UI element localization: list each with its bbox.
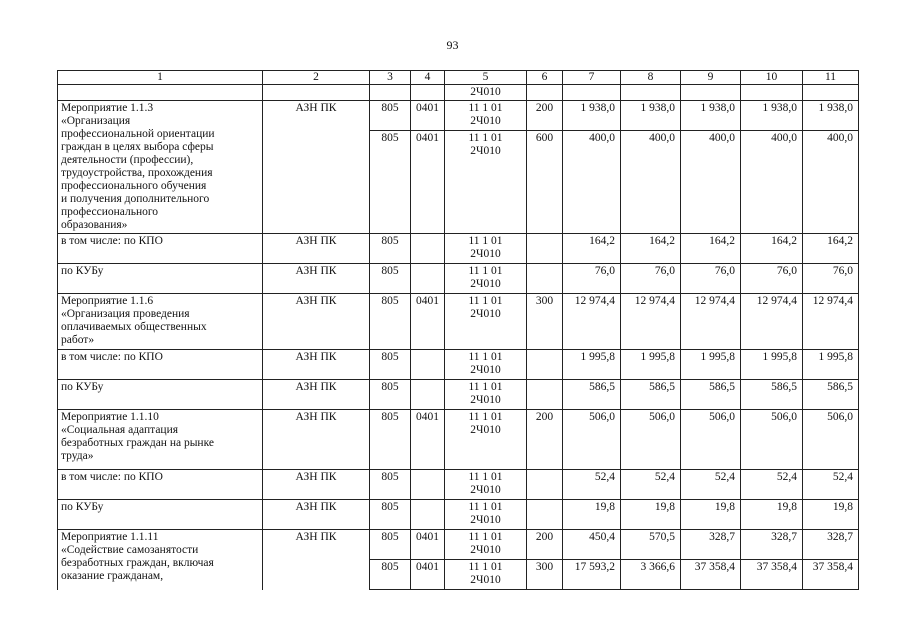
header-cell: 10 [741,71,803,85]
cell-value: 19,8 [563,500,621,530]
cell-csr: 11 1 01 2Ч010 [445,410,527,470]
cell-grbs: 805 [370,530,411,560]
cell-executor: АЗН ПК [263,530,370,590]
cell-value: 506,0 [803,410,859,470]
cell-csr: 11 1 01 2Ч010 [445,264,527,294]
cell-vr: 200 [527,410,563,470]
cell-value: 76,0 [621,264,681,294]
header-cell: 1 [58,71,263,85]
cell-value: 19,8 [803,500,859,530]
cell-rzpr: 0401 [411,131,445,234]
table-row [58,234,859,264]
cell-vr [527,85,563,101]
cell-value: 506,0 [681,410,741,470]
cell-vr: 300 [527,294,563,350]
cell-grbs: 805 [370,380,411,410]
cell-value [621,85,681,101]
cell-value: 52,4 [681,470,741,500]
cell-vr [527,234,563,264]
cell-name: по КУБу [58,264,263,294]
cell-rzpr: 0401 [411,410,445,470]
cell-value [681,85,741,101]
table-row [58,294,859,350]
cell-rzpr [411,264,445,294]
cell-value: 19,8 [621,500,681,530]
cell-value: 586,5 [741,380,803,410]
cell-grbs: 805 [370,560,411,590]
table-row [58,410,859,470]
budget-table [57,70,859,590]
cell-value: 586,5 [563,380,621,410]
cell-rzpr [411,470,445,500]
cell-value: 76,0 [803,264,859,294]
cell-csr: 2Ч010 [445,85,527,101]
cell-csr: 11 1 01 2Ч010 [445,380,527,410]
cell-csr: 11 1 01 2Ч010 [445,350,527,380]
cell-grbs: 805 [370,264,411,294]
cell-value: 1 938,0 [803,101,859,131]
cell-grbs: 805 [370,470,411,500]
cell-value: 586,5 [621,380,681,410]
header-cell: 6 [527,71,563,85]
cell-executor: АЗН ПК [263,294,370,350]
table-row [58,264,859,294]
cell-name: Мероприятие 1.1.10 «Социальная адаптация безработных граждан на рынке труда» [58,410,263,470]
cell-executor: АЗН ПК [263,500,370,530]
header-cell: 9 [681,71,741,85]
page-number: 93 [446,38,459,52]
cell-name [58,85,263,101]
cell-value: 76,0 [681,264,741,294]
cell-name: Мероприятие 1.1.6 «Организация проведения оплачиваемых общественных работ» [58,294,263,350]
cell-executor: АЗН ПК [263,264,370,294]
cell-executor: АЗН ПК [263,234,370,264]
cell-csr: 11 1 01 2Ч010 [445,131,527,234]
cell-grbs [370,85,411,101]
cell-name: Мероприятие 1.1.3 «Организация профессиональной ориентации граждан в целях выбора сферы деятельности (профессии), трудоустройства, прохождения профессионального обучения и получения дополнительного профессионального образования» [58,101,263,234]
cell-name: в том числе: по КПО [58,234,263,264]
cell-csr: 11 1 01 2Ч010 [445,101,527,131]
cell-vr: 200 [527,530,563,560]
cell-csr: 11 1 01 2Ч010 [445,530,527,560]
cell-value: 400,0 [681,131,741,234]
cell-csr: 11 1 01 2Ч010 [445,500,527,530]
table-header-row [58,71,859,85]
cell-name: по КУБу [58,500,263,530]
cell-name: Мероприятие 1.1.11 «Содействие самозанятости безработных граждан, включая оказание гражданам, [58,530,263,590]
cell-value: 164,2 [563,234,621,264]
cell-value: 52,4 [741,470,803,500]
cell-value: 586,5 [803,380,859,410]
table-row [58,470,859,500]
cell-value: 400,0 [621,131,681,234]
cell-value: 17 593,2 [563,560,621,590]
cell-value: 1 995,8 [741,350,803,380]
cell-name: в том числе: по КПО [58,470,263,500]
table-row [58,101,859,131]
cell-value: 400,0 [803,131,859,234]
cell-value: 1 938,0 [563,101,621,131]
cell-grbs: 805 [370,410,411,470]
cell-vr: 300 [527,560,563,590]
cell-name: в том числе: по КПО [58,350,263,380]
cell-value: 3 366,6 [621,560,681,590]
cell-value: 1 995,8 [563,350,621,380]
cell-value [563,85,621,101]
cell-value: 76,0 [741,264,803,294]
cell-value: 37 358,4 [803,560,859,590]
cell-vr [527,380,563,410]
cell-vr [527,264,563,294]
cell-csr: 11 1 01 2Ч010 [445,560,527,590]
cell-grbs: 805 [370,350,411,380]
cell-value: 164,2 [741,234,803,264]
cell-vr [527,470,563,500]
cell-executor: АЗН ПК [263,350,370,380]
cell-value: 1 995,8 [681,350,741,380]
cell-value: 12 974,4 [741,294,803,350]
cell-value: 328,7 [803,530,859,560]
table-row [58,350,859,380]
cell-grbs: 805 [370,500,411,530]
header-cell: 8 [621,71,681,85]
cell-value: 450,4 [563,530,621,560]
cell-value: 400,0 [741,131,803,234]
cell-executor: АЗН ПК [263,470,370,500]
cell-value: 12 974,4 [563,294,621,350]
cell-value: 164,2 [681,234,741,264]
cell-grbs: 805 [370,234,411,264]
cell-value: 1 995,8 [621,350,681,380]
cell-rzpr: 0401 [411,560,445,590]
cell-value: 1 995,8 [803,350,859,380]
cell-value: 12 974,4 [621,294,681,350]
cell-vr [527,500,563,530]
table-row [58,500,859,530]
cell-vr [527,350,563,380]
cell-executor: АЗН ПК [263,380,370,410]
cell-value: 19,8 [681,500,741,530]
header-cell: 4 [411,71,445,85]
cell-value [741,85,803,101]
cell-value: 52,4 [803,470,859,500]
cell-value: 164,2 [621,234,681,264]
cell-value: 12 974,4 [803,294,859,350]
header-cell: 11 [803,71,859,85]
header-cell: 7 [563,71,621,85]
cell-value [803,85,859,101]
table-row [58,530,859,560]
cell-csr: 11 1 01 2Ч010 [445,294,527,350]
cell-grbs: 805 [370,131,411,234]
header-cell: 3 [370,71,411,85]
cell-value: 37 358,4 [681,560,741,590]
cell-rzpr [411,500,445,530]
cell-value: 1 938,0 [681,101,741,131]
cell-value: 328,7 [681,530,741,560]
cell-rzpr: 0401 [411,101,445,131]
cell-value: 1 938,0 [741,101,803,131]
cell-vr: 600 [527,131,563,234]
cell-value: 328,7 [741,530,803,560]
cell-value: 506,0 [741,410,803,470]
cell-rzpr [411,350,445,380]
cell-grbs: 805 [370,101,411,131]
cell-csr: 11 1 01 2Ч010 [445,470,527,500]
header-cell: 5 [445,71,527,85]
cell-value: 19,8 [741,500,803,530]
cell-value: 506,0 [621,410,681,470]
cell-rzpr: 0401 [411,530,445,560]
cell-executor [263,85,370,101]
table-row [58,85,859,101]
cell-value: 76,0 [563,264,621,294]
cell-executor: АЗН ПК [263,101,370,234]
cell-csr: 11 1 01 2Ч010 [445,234,527,264]
cell-grbs: 805 [370,294,411,350]
cell-name: по КУБу [58,380,263,410]
cell-value: 164,2 [803,234,859,264]
cell-value: 506,0 [563,410,621,470]
cell-value: 570,5 [621,530,681,560]
cell-value: 586,5 [681,380,741,410]
cell-rzpr [411,380,445,410]
cell-value: 37 358,4 [741,560,803,590]
cell-value: 52,4 [563,470,621,500]
cell-rzpr [411,85,445,101]
cell-value: 12 974,4 [681,294,741,350]
cell-executor: АЗН ПК [263,410,370,470]
cell-value: 52,4 [621,470,681,500]
cell-rzpr [411,234,445,264]
header-cell: 2 [263,71,370,85]
table-row [58,380,859,410]
cell-vr: 200 [527,101,563,131]
cell-value: 400,0 [563,131,621,234]
cell-rzpr: 0401 [411,294,445,350]
cell-value: 1 938,0 [621,101,681,131]
